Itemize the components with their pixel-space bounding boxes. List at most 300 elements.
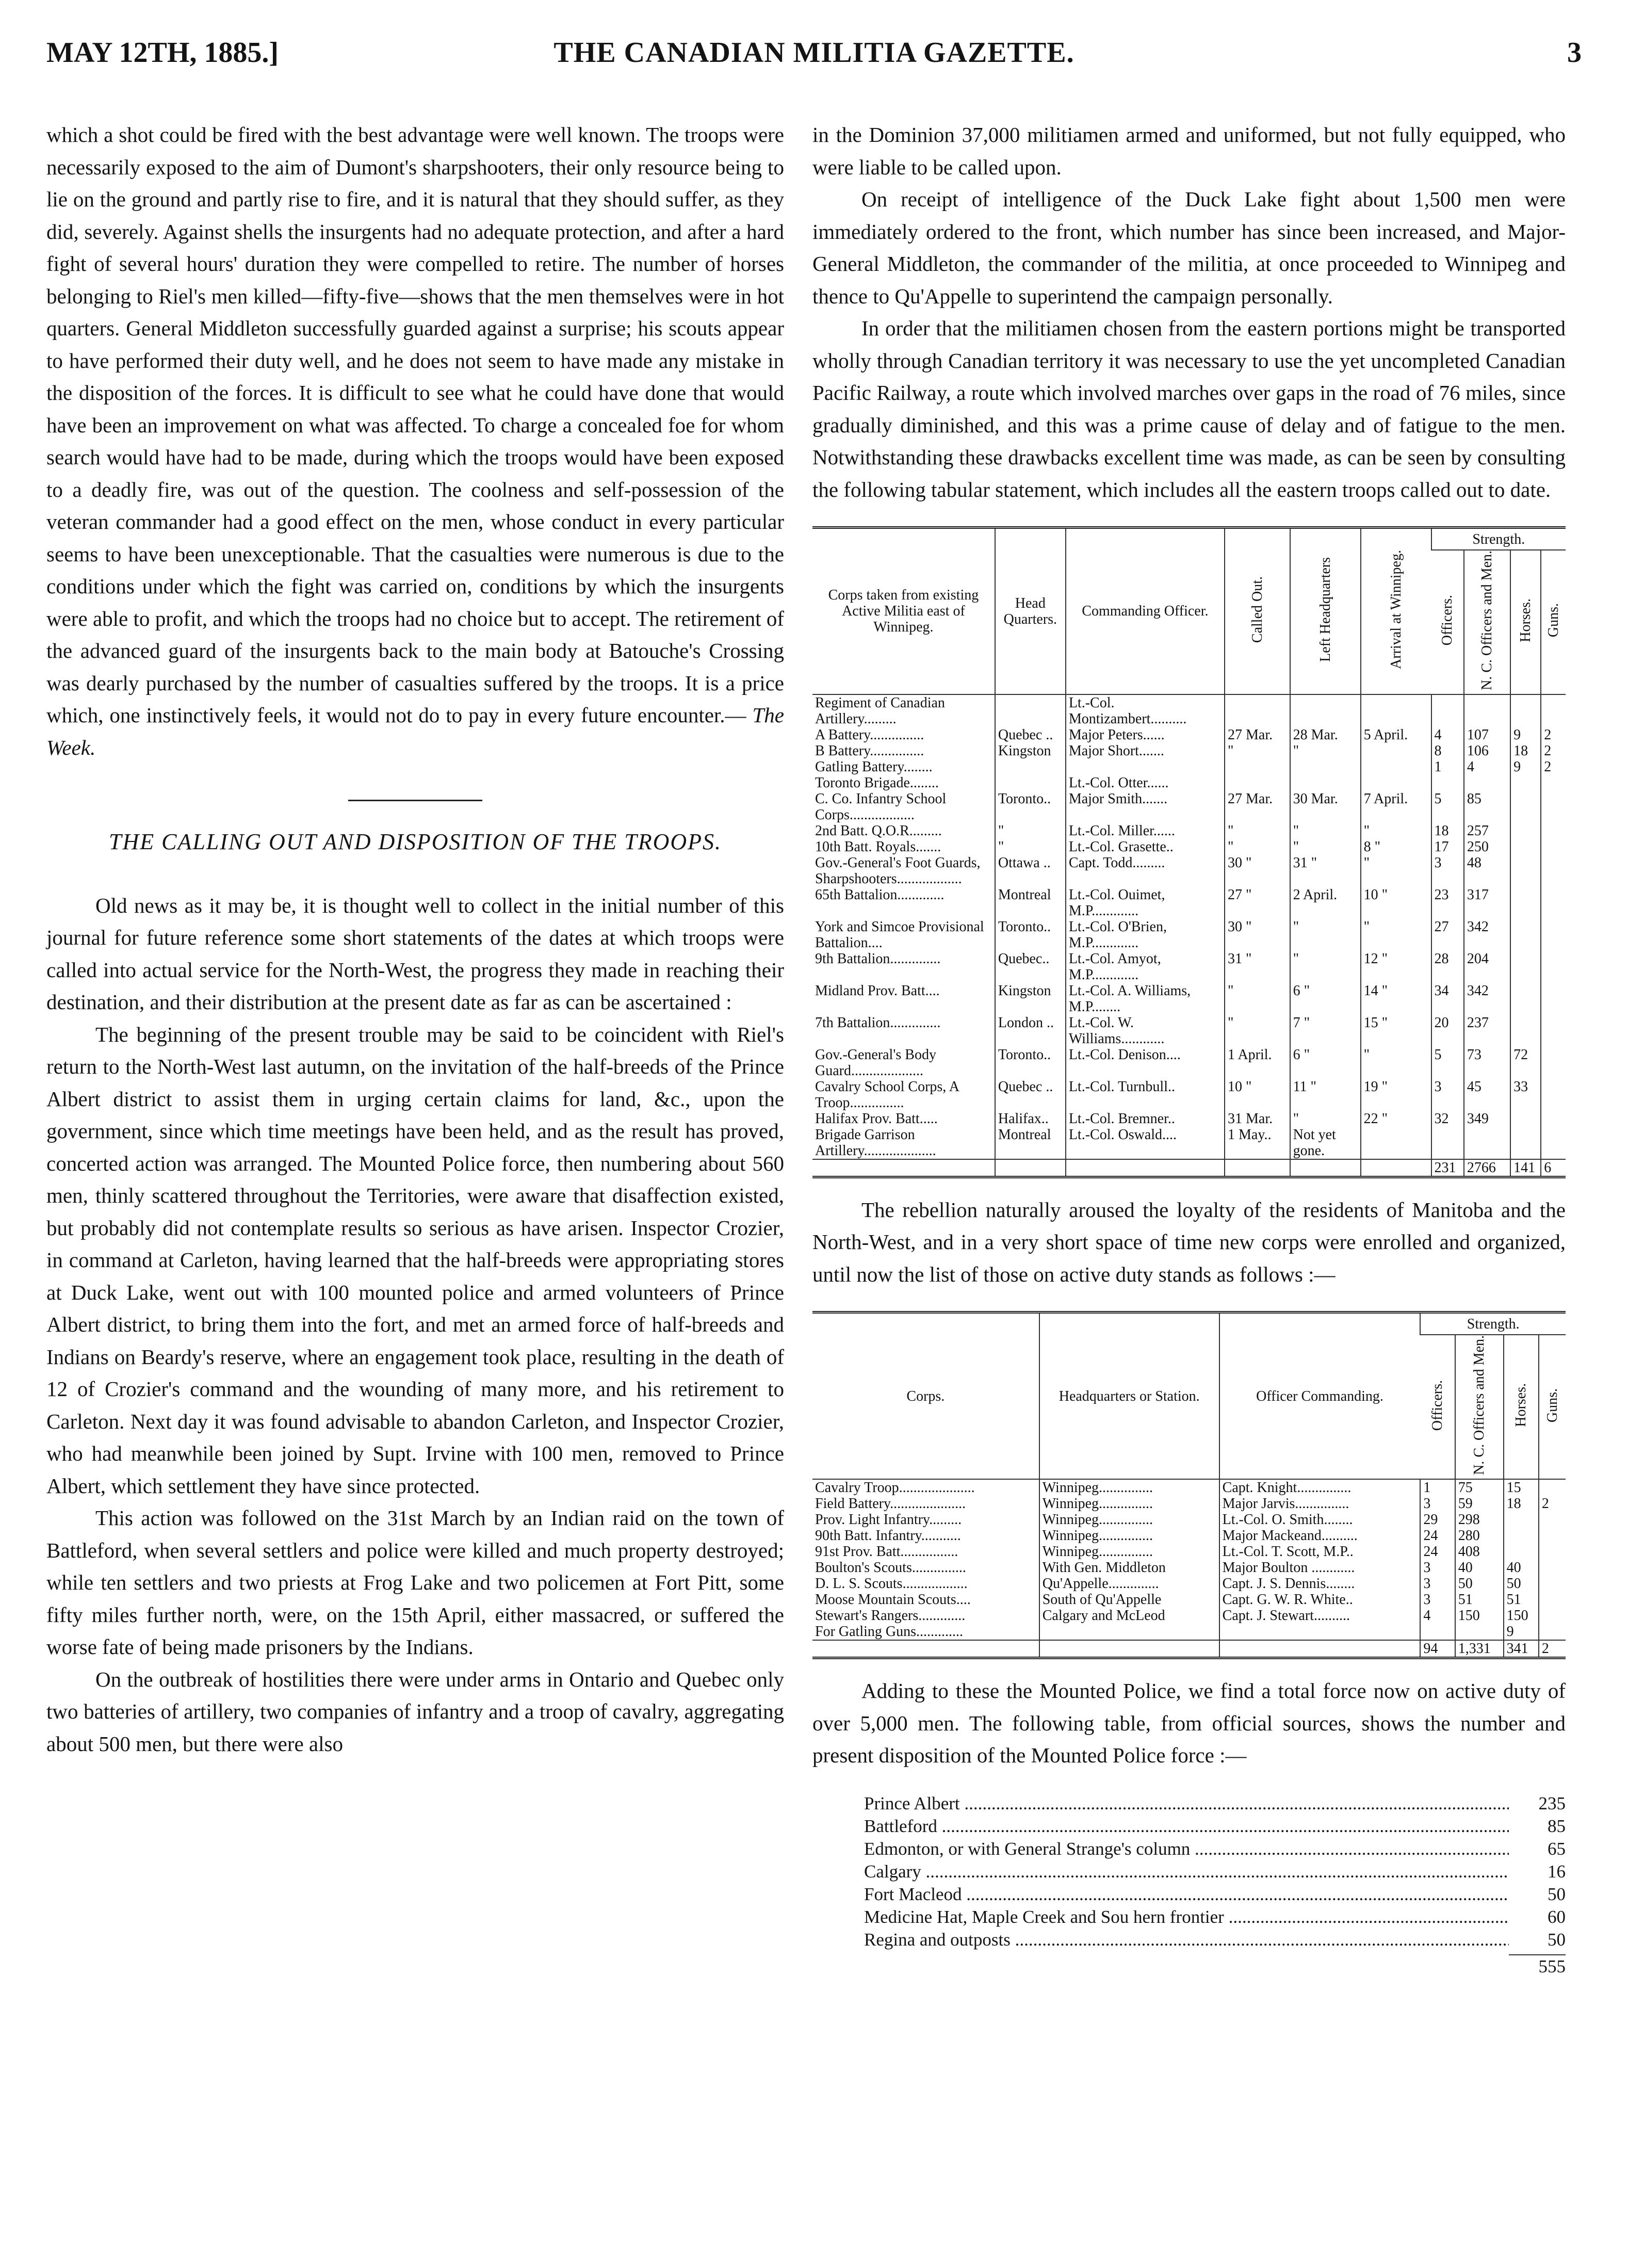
table-cell bbox=[1504, 1544, 1539, 1560]
left-paragraph-1: which a shot could be fired with the best advantage were well known. The troops were necessarily exposed to the aim of Dumont's sharpshooters, their only resource being to lie on the ground and partly rise to fire, and it is natural that they should suffer, as they did, severely. Against shells the insurgents had no adequate protection, and after a hard fight of several hours' duration they were compelled to retire. The number of horses belonging to Riel's men killed—fifty-five—shows that the men themselves were in hot quarters. General Middleton successfully guarded against a surprise; his scouts appear to have performed their duty well, and he does not seem to have made any mistake in the disposition of the forces. It is difficult to see what he could have done that would have been an improvement on what was affected. To charge a concealed foe for whom search would have had to be made, during which the troops would have been exposed to a deadly fire, was out of the question. The coolness and self-possession of the veteran commander had a good effect on the men, whose conduct in every particular seems to have been unexceptionable. That the casualties were numerous is due to the conditions under which the fight was carried on, conditions by which the insurgents were able to profit, and which the troops had no choice but to accept. The retirement of the advanced guard of the insurgents back to the main body at Batouche's Crossing was dearly purchased by the number of casualties suffered by the troops. It is a price which, one instinctively feels, it would not do to pay in every future encounter.— The Week. bbox=[46, 123, 784, 759]
table-row bbox=[812, 1624, 1566, 1640]
source-attribution: The Week. bbox=[46, 703, 784, 759]
table-cell: Lt.-Col. Bremner.. bbox=[1066, 1111, 1225, 1127]
table-total-cell: 141 bbox=[1510, 1159, 1541, 1177]
table-cell: Lt.-Col. Montizambert.......... bbox=[1066, 694, 1225, 727]
table-cell: 250 bbox=[1464, 839, 1510, 855]
table-cell: 15 " bbox=[1361, 1015, 1431, 1047]
table-cell: 7th Battalion.............. bbox=[815, 1014, 941, 1031]
table-cell: 2 April. bbox=[1290, 887, 1361, 919]
section-title: THE CALLING OUT AND DISPOSITION OF THE TROOPS. bbox=[108, 829, 722, 854]
table-cell bbox=[1361, 743, 1431, 759]
table-cell: Lt.-Col. T. Scott, M.P.. bbox=[1219, 1544, 1421, 1560]
table-cell bbox=[1464, 775, 1510, 791]
table-cell: Ottawa .. bbox=[995, 855, 1066, 887]
table-cell bbox=[1219, 1624, 1421, 1640]
table-cell: Capt. J. S. Dennis........ bbox=[1219, 1576, 1421, 1592]
table-cell: 24 bbox=[1420, 1528, 1455, 1544]
col-nco-men: N. C. Officers and Men. bbox=[1464, 550, 1510, 694]
table-cell: " bbox=[1225, 743, 1290, 759]
table-cell bbox=[1539, 1512, 1566, 1528]
table-cell: Winnipeg............... bbox=[1039, 1496, 1219, 1512]
table-cell: 65th Battalion............. bbox=[815, 886, 945, 903]
table-cell: 40 bbox=[1455, 1560, 1504, 1576]
table-cell bbox=[995, 1159, 1066, 1177]
table-row bbox=[812, 1127, 1566, 1159]
table-cell: 17 bbox=[1431, 839, 1464, 855]
table-row bbox=[812, 1079, 1566, 1111]
table-row bbox=[812, 1608, 1566, 1624]
table-cell: 91st Prov. Batt................ bbox=[815, 1544, 958, 1560]
table-cell: " bbox=[1290, 823, 1361, 839]
col-arrival-winnipeg: Arrival at Winnipeg. bbox=[1361, 528, 1431, 694]
table-cell: Calgary and McLeod bbox=[1039, 1608, 1219, 1624]
table-cell: 408 bbox=[1455, 1544, 1504, 1560]
table-cell: 9 bbox=[1510, 759, 1541, 775]
table-cell: 106 bbox=[1464, 743, 1510, 759]
table-cell: " bbox=[1361, 919, 1431, 951]
table-cell: Gov.-General's Foot Guards, Sharpshooters.................. bbox=[815, 854, 981, 887]
table-cell: 15 bbox=[1504, 1479, 1539, 1496]
table-cell: 10th Batt. Royals....... bbox=[815, 838, 941, 855]
table-row bbox=[812, 727, 1566, 743]
police-location: Battleford ..... bbox=[864, 1815, 1509, 1838]
table-cell: Capt. Knight............... bbox=[1219, 1479, 1421, 1496]
table-cell: Lt.-Col. W. Williams............ bbox=[1066, 1015, 1225, 1047]
table-row bbox=[812, 1576, 1566, 1592]
table-cell: 1 April. bbox=[1225, 1047, 1290, 1079]
list-item bbox=[864, 1860, 1566, 1883]
table-cell: 72 bbox=[1510, 1047, 1541, 1079]
table-cell: 11 " bbox=[1290, 1079, 1361, 1111]
table-row bbox=[812, 1496, 1566, 1512]
table-cell bbox=[1541, 1015, 1566, 1047]
table-cell: Toronto.. bbox=[995, 791, 1066, 823]
table-cell bbox=[995, 694, 1066, 727]
page-header bbox=[46, 36, 1582, 83]
table-cell: 31 " bbox=[1290, 855, 1361, 887]
table-cell: 2 bbox=[1541, 743, 1566, 759]
left-column bbox=[46, 119, 784, 1760]
eastern-troops-table-wrap bbox=[812, 526, 1566, 1178]
table-cell: 18 bbox=[1431, 823, 1464, 839]
table-cell bbox=[1539, 1544, 1566, 1560]
table-row bbox=[812, 983, 1566, 1015]
table-cell bbox=[1541, 1111, 1566, 1127]
col2-horses: Horses. bbox=[1504, 1335, 1539, 1479]
table-cell bbox=[1420, 1624, 1455, 1640]
table-cell bbox=[1066, 1159, 1225, 1177]
table-row bbox=[812, 775, 1566, 791]
table-total-cell: 341 bbox=[1504, 1640, 1539, 1658]
table-cell: 4 bbox=[1431, 727, 1464, 743]
table-cell bbox=[1541, 839, 1566, 855]
col-horses: Horses. bbox=[1510, 550, 1541, 694]
table-cell: 73 bbox=[1464, 1047, 1510, 1079]
police-count: 65 bbox=[1548, 1838, 1566, 1859]
table-cell: Prov. Light Infantry......... bbox=[815, 1512, 962, 1528]
table-cell: 342 bbox=[1464, 983, 1510, 1015]
table-cell bbox=[1541, 823, 1566, 839]
table-cell: Regiment of Canadian Artillery......... bbox=[815, 694, 945, 727]
table-cell bbox=[1541, 887, 1566, 919]
table-cell bbox=[1510, 791, 1541, 823]
col-guns: Guns. bbox=[1541, 550, 1566, 694]
table-cell: Winnipeg............... bbox=[1039, 1479, 1219, 1496]
table-total-cell: 6 bbox=[1541, 1159, 1566, 1177]
list-item bbox=[864, 1906, 1566, 1929]
table-cell bbox=[1510, 1111, 1541, 1127]
police-location: Medicine Hat, Maple Creek and Sou hern frontier ..... bbox=[864, 1906, 1509, 1929]
table-row bbox=[812, 1479, 1566, 1496]
table-cell bbox=[1504, 1512, 1539, 1528]
table-cell: Major Mackeand.......... bbox=[1219, 1528, 1421, 1544]
table-cell bbox=[1510, 855, 1541, 887]
table-cell: Boulton's Scouts............... bbox=[815, 1560, 966, 1576]
table-cell: C. Co. Infantry School Corps.................. bbox=[815, 790, 947, 823]
police-count: 60 bbox=[1548, 1906, 1566, 1927]
table-cell bbox=[1504, 1528, 1539, 1544]
table-cell: " bbox=[995, 823, 1066, 839]
table-cell: 204 bbox=[1464, 951, 1510, 983]
col-strength: Strength. bbox=[1431, 528, 1566, 550]
police-location: Prince Albert ..... bbox=[864, 1792, 1509, 1815]
table-cell bbox=[1290, 1159, 1361, 1177]
police-total: 555 bbox=[1509, 1954, 1566, 1978]
col2-nco-men: N. C. Officers and Men. bbox=[1455, 1335, 1504, 1479]
table-cell: Gatling Battery........ bbox=[815, 758, 933, 775]
table-cell: " bbox=[1361, 1047, 1431, 1079]
table-cell: Lt.-Col. Denison.... bbox=[1066, 1047, 1225, 1079]
table-cell bbox=[1455, 1624, 1504, 1640]
table-cell: 150 bbox=[1504, 1608, 1539, 1624]
table-cell: Toronto.. bbox=[995, 919, 1066, 951]
table-cell: Quebec .. bbox=[995, 1079, 1066, 1111]
police-location: Fort Macleod ..... bbox=[864, 1883, 1509, 1906]
table-cell bbox=[1541, 983, 1566, 1015]
left-paragraph-5: On the outbreak of hostilities there were under arms in Ontario and Quebec only two batteries of artillery, two companies of infantry and a troop of cavalry, aggregating about 500 men, but there were also bbox=[46, 1667, 784, 1756]
police-count: 85 bbox=[1548, 1816, 1566, 1836]
table-total-cell: 2766 bbox=[1464, 1159, 1510, 1177]
table-cell: 28 Mar. bbox=[1290, 727, 1361, 743]
table-cell bbox=[1225, 775, 1290, 791]
table-cell: " bbox=[1225, 983, 1290, 1015]
table-cell: 32 bbox=[1431, 1111, 1464, 1127]
table-cell: D. L. S. Scouts.................. bbox=[815, 1576, 968, 1592]
table-total-row bbox=[812, 1640, 1566, 1658]
table-cell: " bbox=[1361, 855, 1431, 887]
table-cell: 22 " bbox=[1361, 1111, 1431, 1127]
table-cell: 85 bbox=[1464, 791, 1510, 823]
right-paragraph-2: On receipt of intelligence of the Duck Lake fight about 1,500 men were immediately ordered to the front, which number has since been increased, and Major-General Middleton, the commander of the militia, at once proceeded to Winnipeg and thence to Qu'Appelle to superintend the campaign personally. bbox=[812, 187, 1566, 308]
table-row bbox=[812, 759, 1566, 775]
table-cell: Midland Prov. Batt.... bbox=[815, 982, 940, 999]
table-cell: 5 bbox=[1431, 791, 1464, 823]
page-number: 3 bbox=[1567, 37, 1582, 69]
table-cell bbox=[1066, 759, 1225, 775]
table-cell: Quebec .. bbox=[995, 727, 1066, 743]
table-cell: 90th Batt. Infantry........... bbox=[815, 1528, 961, 1544]
table-row bbox=[812, 1592, 1566, 1608]
table-cell: Quebec.. bbox=[995, 951, 1066, 983]
table-cell: London .. bbox=[995, 1015, 1066, 1047]
table-cell: 59 bbox=[1455, 1496, 1504, 1512]
table-cell: Lt.-Col. Miller...... bbox=[1066, 823, 1225, 839]
table-cell: Major Peters...... bbox=[1066, 727, 1225, 743]
table-cell bbox=[1539, 1576, 1566, 1592]
table-cell: Brigade Garrison Artillery.................... bbox=[815, 1126, 936, 1159]
table-row bbox=[812, 887, 1566, 919]
col2-station: Headquarters or Station. bbox=[1039, 1313, 1219, 1479]
table-cell bbox=[1541, 775, 1566, 791]
table-cell: " bbox=[1290, 1111, 1361, 1127]
table-cell bbox=[995, 759, 1066, 775]
table-cell: 317 bbox=[1464, 887, 1510, 919]
police-count: 50 bbox=[1548, 1884, 1566, 1904]
table-cell: " bbox=[1225, 839, 1290, 855]
table-cell: Lt.-Col. Amyot, M.P............. bbox=[1066, 951, 1225, 983]
table-row bbox=[812, 855, 1566, 887]
table-row bbox=[812, 1560, 1566, 1576]
table-cell bbox=[1541, 791, 1566, 823]
section-divider bbox=[348, 800, 482, 801]
table-cell: Moose Mountain Scouts.... bbox=[815, 1592, 971, 1608]
left-paragraph-3: The beginning of the present trouble may be said to be coincident with Riel's return to the North-West last autumn, on the invitation of the half-breeds of the Prince Albert district to assist them in urging certain claims for land, &c., upon the government, since which time meetings have been held, and as the result has proved, concerted action was arranged. The Mounted Police force, then numbering about 560 men, thinly scattered throughout the Territories, were aware that disaffection existed, but probably did not contemplate results so serious as have arisen. Inspector Crozier, in command at Carleton, having learned that the half-breeds were appropriating stores at Duck Lake, went out with 100 mounted police and armed volunteers of Prince Albert district, to bring them into the fort, and met an armed force of half-breeds and Indians on Beardy's reserve, where an engagement took place, resulting in the death of 12 of Crozier's command and the wounding of many more, and his retirement to Carleton. Next day it was found advisable to abandon Carleton, and Inspector Crozier, who had meanwhile been joined by Supt. Irvine with 100 men, removed to Prince Albert, which settlement they have since protected. bbox=[46, 1022, 784, 1498]
table-cell: York and Simcoe Provisional Battalion.... bbox=[815, 918, 984, 951]
table-cell bbox=[1539, 1528, 1566, 1544]
table-cell: Halifax.. bbox=[995, 1111, 1066, 1127]
table-cell bbox=[1539, 1479, 1566, 1496]
table-cell: Montreal bbox=[995, 1127, 1066, 1159]
table-cell: 31 " bbox=[1225, 951, 1290, 983]
col-headquarters: Head Quarters. bbox=[995, 528, 1066, 694]
col2-officers: Officers. bbox=[1420, 1335, 1455, 1479]
table-cell: Winnipeg............... bbox=[1039, 1544, 1219, 1560]
right-paragraph-4: The rebellion naturally aroused the loyalty of the residents of Manitoba and the North-West, and in a very short space of time new corps were enrolled and organized, until now the list of those on active duty stands as follows :— bbox=[812, 1197, 1566, 1286]
table-total-cell: 231 bbox=[1431, 1159, 1464, 1177]
table-cell bbox=[1361, 694, 1431, 727]
table-cell bbox=[1290, 694, 1361, 727]
table-total-row bbox=[812, 1159, 1566, 1177]
table-cell: 3 bbox=[1420, 1560, 1455, 1576]
table-cell: Lt.-Col. Turnbull.. bbox=[1066, 1079, 1225, 1111]
table-cell bbox=[1431, 694, 1464, 727]
table-cell: " bbox=[1225, 1015, 1290, 1047]
table-cell: 5 April. bbox=[1361, 727, 1431, 743]
table-cell: 50 bbox=[1504, 1576, 1539, 1592]
table-cell: South of Qu'Appelle bbox=[1039, 1592, 1219, 1608]
table-cell bbox=[1510, 951, 1541, 983]
table-cell: Major Smith....... bbox=[1066, 791, 1225, 823]
table-cell: 28 bbox=[1431, 951, 1464, 983]
col-called-out: Called Out. bbox=[1225, 528, 1290, 694]
table-cell: 5 bbox=[1431, 1047, 1464, 1079]
table-cell: 298 bbox=[1455, 1512, 1504, 1528]
table-cell: 50 bbox=[1455, 1576, 1504, 1592]
table-total-cell: 94 bbox=[1420, 1640, 1455, 1658]
table-cell: " bbox=[1290, 743, 1361, 759]
table-cell: 3 bbox=[1420, 1592, 1455, 1608]
table-cell: 27 bbox=[1431, 919, 1464, 951]
table-cell: Winnipeg............... bbox=[1039, 1512, 1219, 1528]
table-cell: Not yet gone. bbox=[1290, 1127, 1361, 1159]
table-cell bbox=[1541, 919, 1566, 951]
table-cell: Cavalry School Corps, A Troop............... bbox=[815, 1078, 959, 1111]
police-count: 16 bbox=[1548, 1861, 1566, 1882]
table-cell bbox=[1541, 1127, 1566, 1159]
table-cell bbox=[995, 775, 1066, 791]
table-cell: " bbox=[1290, 839, 1361, 855]
table-cell: 1 bbox=[1431, 759, 1464, 775]
western-corps-rows bbox=[812, 1479, 1566, 1658]
table-cell: Qu'Appelle.............. bbox=[1039, 1576, 1219, 1592]
table-cell bbox=[1541, 1079, 1566, 1111]
table-cell: 3 bbox=[1431, 1079, 1464, 1111]
table-cell bbox=[1539, 1608, 1566, 1624]
table-cell: 10 " bbox=[1361, 887, 1431, 919]
table-cell bbox=[1225, 1159, 1290, 1177]
list-item bbox=[864, 1883, 1566, 1906]
table-cell: Lt.-Col. Oswald.... bbox=[1066, 1127, 1225, 1159]
table-cell: B Battery............... bbox=[815, 742, 924, 759]
table-cell bbox=[1510, 1127, 1541, 1159]
table-cell: 27 Mar. bbox=[1225, 791, 1290, 823]
table-cell: 8 bbox=[1431, 743, 1464, 759]
table-cell bbox=[1510, 1015, 1541, 1047]
table-cell: 2 bbox=[1541, 727, 1566, 743]
table-cell: 2 bbox=[1541, 759, 1566, 775]
table-cell bbox=[1464, 1127, 1510, 1159]
table-cell: Lt.-Col. Grasette.. bbox=[1066, 839, 1225, 855]
col-officers: Officers. bbox=[1431, 550, 1464, 694]
table-cell: 4 bbox=[1420, 1608, 1455, 1624]
table-cell: 4 bbox=[1464, 759, 1510, 775]
table-cell: Toronto.. bbox=[995, 1047, 1066, 1079]
eastern-troops-table bbox=[812, 526, 1566, 1178]
table-cell: 40 bbox=[1504, 1560, 1539, 1576]
table-cell bbox=[1539, 1560, 1566, 1576]
table-cell: " bbox=[1361, 823, 1431, 839]
list-item bbox=[864, 1929, 1566, 1951]
left-paragraph-2: Old news as it may be, it is thought well to collect in the initial number of this journal for future reference some short statements of the dates at which troops were called into actual service for the North-West, the progress they made in reaching their destination, and their distribution at the present date as far as can be ascertained : bbox=[46, 893, 784, 1014]
table-cell: 30 " bbox=[1225, 855, 1290, 887]
table-cell bbox=[1539, 1592, 1566, 1608]
table-cell: Major Jarvis............... bbox=[1219, 1496, 1421, 1512]
table-cell: 23 bbox=[1431, 887, 1464, 919]
table-cell bbox=[1361, 775, 1431, 791]
table-cell: Field Battery..................... bbox=[815, 1496, 966, 1512]
table-cell: 3 bbox=[1420, 1496, 1455, 1512]
col2-officer: Officer Commanding. bbox=[1219, 1313, 1421, 1479]
table-cell: 12 " bbox=[1361, 951, 1431, 983]
col-commanding-officer: Commanding Officer. bbox=[1066, 528, 1225, 694]
police-location: Regina and outposts ..... bbox=[864, 1929, 1509, 1951]
table-cell: 27 " bbox=[1225, 887, 1290, 919]
table-cell: 6 " bbox=[1290, 983, 1361, 1015]
table-cell: Capt. J. Stewart.......... bbox=[1219, 1608, 1421, 1624]
table-cell bbox=[1541, 855, 1566, 887]
table-cell: Lt.-Col. O'Brien, M.P............. bbox=[1066, 919, 1225, 951]
table-cell bbox=[1541, 1047, 1566, 1079]
table-cell bbox=[1039, 1640, 1219, 1658]
right-column bbox=[812, 119, 1566, 1978]
journal-title: THE CANADIAN MILITIA GAZETTE. bbox=[553, 37, 1075, 69]
table-cell: 7 April. bbox=[1361, 791, 1431, 823]
col2-guns: Guns. bbox=[1539, 1335, 1566, 1479]
table-row bbox=[812, 1047, 1566, 1079]
table-cell: 349 bbox=[1464, 1111, 1510, 1127]
table-cell bbox=[1510, 983, 1541, 1015]
table-row bbox=[812, 1528, 1566, 1544]
table-cell bbox=[1510, 919, 1541, 951]
table-cell: 9th Battalion.............. bbox=[815, 950, 941, 967]
table-cell: 2 bbox=[1539, 1496, 1566, 1512]
table-cell: 3 bbox=[1431, 855, 1464, 887]
table-cell: Kingston bbox=[995, 743, 1066, 759]
table-cell: Halifax Prov. Batt..... bbox=[815, 1110, 938, 1127]
table-cell: Major Boulton ............ bbox=[1219, 1560, 1421, 1576]
table-cell: 30 " bbox=[1225, 919, 1290, 951]
right-paragraph-1: in the Dominion 37,000 militiamen armed and uniformed, but not fully equipped, who were liable to be called upon. bbox=[812, 123, 1566, 179]
table-cell: 51 bbox=[1455, 1592, 1504, 1608]
table-cell: Lt.-Col. O. Smith........ bbox=[1219, 1512, 1421, 1528]
table-cell: Capt. G. W. R. White.. bbox=[1219, 1592, 1421, 1608]
table-cell bbox=[1541, 951, 1566, 983]
table-cell: 29 bbox=[1420, 1512, 1455, 1528]
table-cell bbox=[1361, 1159, 1431, 1177]
table-cell: Winnipeg............... bbox=[1039, 1528, 1219, 1544]
table-cell: Gov.-General's Body Guard.................... bbox=[815, 1046, 936, 1079]
table-cell: 1 bbox=[1420, 1479, 1455, 1496]
table-cell: Lt.-Col. Otter...... bbox=[1066, 775, 1225, 791]
right-paragraph-3: In order that the militiamen chosen from the eastern portions might be transported wholly through Canadian territory it was necessary to use the yet uncompleted Canadian Pacific Railway, a route which involved marches over gaps in the road of 76 miles, since gradually diminished, and this was a prime cause of delay and of fatigue to the men. Notwithstanding these drawbacks excellent time was made, as can be seen by consulting the following tabular statement, which includes all the eastern troops called out to date. bbox=[812, 316, 1566, 501]
table-cell: 3 bbox=[1420, 1576, 1455, 1592]
table-cell: Stewart's Rangers............. bbox=[815, 1608, 966, 1624]
table-cell: 45 bbox=[1464, 1079, 1510, 1111]
table-row bbox=[812, 1111, 1566, 1127]
table-cell: 2nd Batt. Q.O.R......... bbox=[815, 822, 942, 839]
table-cell: Toronto Brigade........ bbox=[815, 774, 939, 791]
table-cell: 8 " bbox=[1361, 839, 1431, 855]
col2-strength: Strength. bbox=[1420, 1313, 1566, 1335]
list-item bbox=[864, 1792, 1566, 1815]
police-location: Edmonton, or with General Strange's column ..... bbox=[864, 1838, 1509, 1860]
table-row bbox=[812, 1544, 1566, 1560]
table-cell: 75 bbox=[1455, 1479, 1504, 1496]
table-cell bbox=[1510, 887, 1541, 919]
table-cell bbox=[1225, 759, 1290, 775]
table-row bbox=[812, 743, 1566, 759]
table-cell bbox=[1361, 759, 1431, 775]
table-row bbox=[812, 823, 1566, 839]
table-cell bbox=[1464, 694, 1510, 727]
table-cell: " bbox=[1290, 951, 1361, 983]
police-count: 50 bbox=[1548, 1929, 1566, 1950]
table-cell bbox=[1510, 694, 1541, 727]
table-cell: 33 bbox=[1510, 1079, 1541, 1111]
table-cell: 9 bbox=[1510, 727, 1541, 743]
police-count: 235 bbox=[1538, 1793, 1566, 1813]
table-cell: 280 bbox=[1455, 1528, 1504, 1544]
table-cell: 20 bbox=[1431, 1015, 1464, 1047]
table-cell: 30 Mar. bbox=[1290, 791, 1361, 823]
table-cell: " bbox=[995, 839, 1066, 855]
table-cell bbox=[1039, 1624, 1219, 1640]
table-cell: " bbox=[1290, 919, 1361, 951]
table-cell: 18 bbox=[1510, 743, 1541, 759]
table-cell bbox=[1431, 775, 1464, 791]
table-row bbox=[812, 919, 1566, 951]
